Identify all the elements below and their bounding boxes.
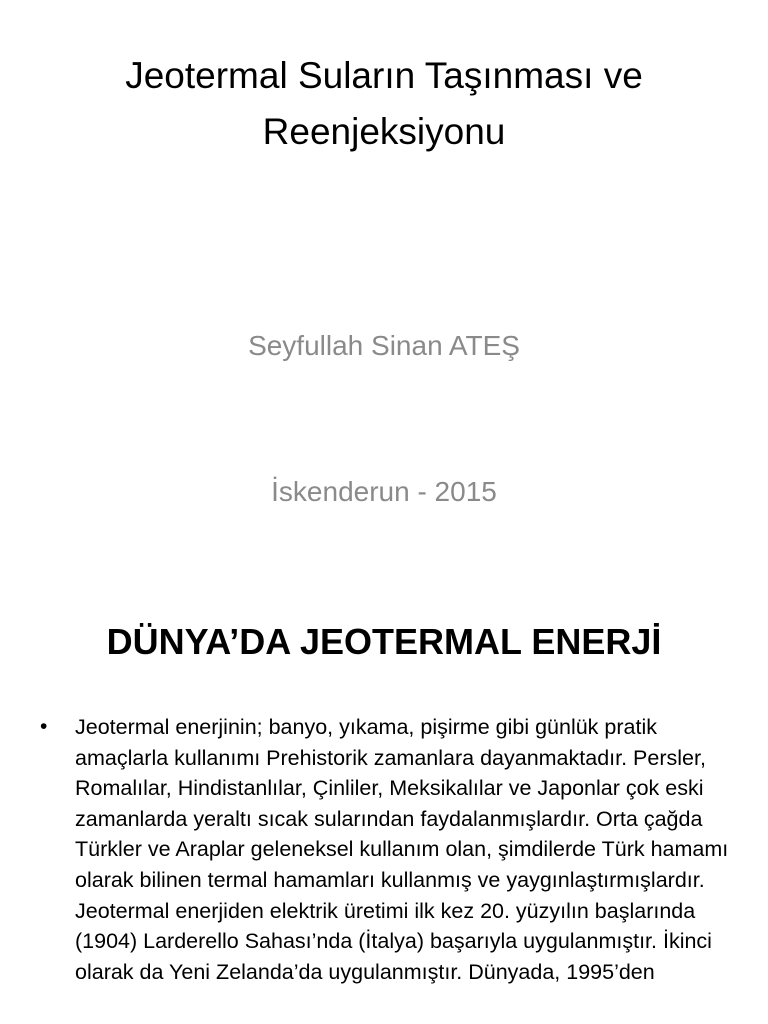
presentation-title: Jeotermal Suların Taşınması ve Reenjeksiyonu <box>125 55 643 152</box>
author-name: Seyfullah Sinan ATEŞ <box>248 330 520 361</box>
bullet-text: Jeotermal enerjinin; banyo, yıkama, pişirme gibi günlük pratik amaçlarla kullanımı Prehistorik zamanlara dayanmaktadır. Persler, Romalılar, Hindistanlılar, Çinliler, Meksikalılar ve Japonlar çok eski zamanlarda yeraltı sıcak sularından faydalanmışlardır. Orta çağda Türkler ve Araplar geleneksel kullanım olan, şimdilerde Türk hamamı olarak bilinen termal hamamları kullanmış ve yaygınlaştırmışlardır. Jeotermal enerjiden elektrik üretimi ilk kez 20. yüzyılın başlarında (1904) Larderello Sahası’nda (İtalya) başarıyla uygulanmıştır. İkinci olarak da Yeni Zelanda’da uygulanmıştır. Dünyada, 1995’den <box>75 715 729 984</box>
slide-heading: DÜNYA’DA JEOTERMAL ENERJİ <box>106 621 662 662</box>
place-year: İskenderun - 2015 <box>271 476 497 507</box>
bullet-list <box>40 712 748 987</box>
list-item <box>40 712 748 987</box>
content-slide <box>0 576 768 1024</box>
bullet-marker: • <box>40 715 48 738</box>
